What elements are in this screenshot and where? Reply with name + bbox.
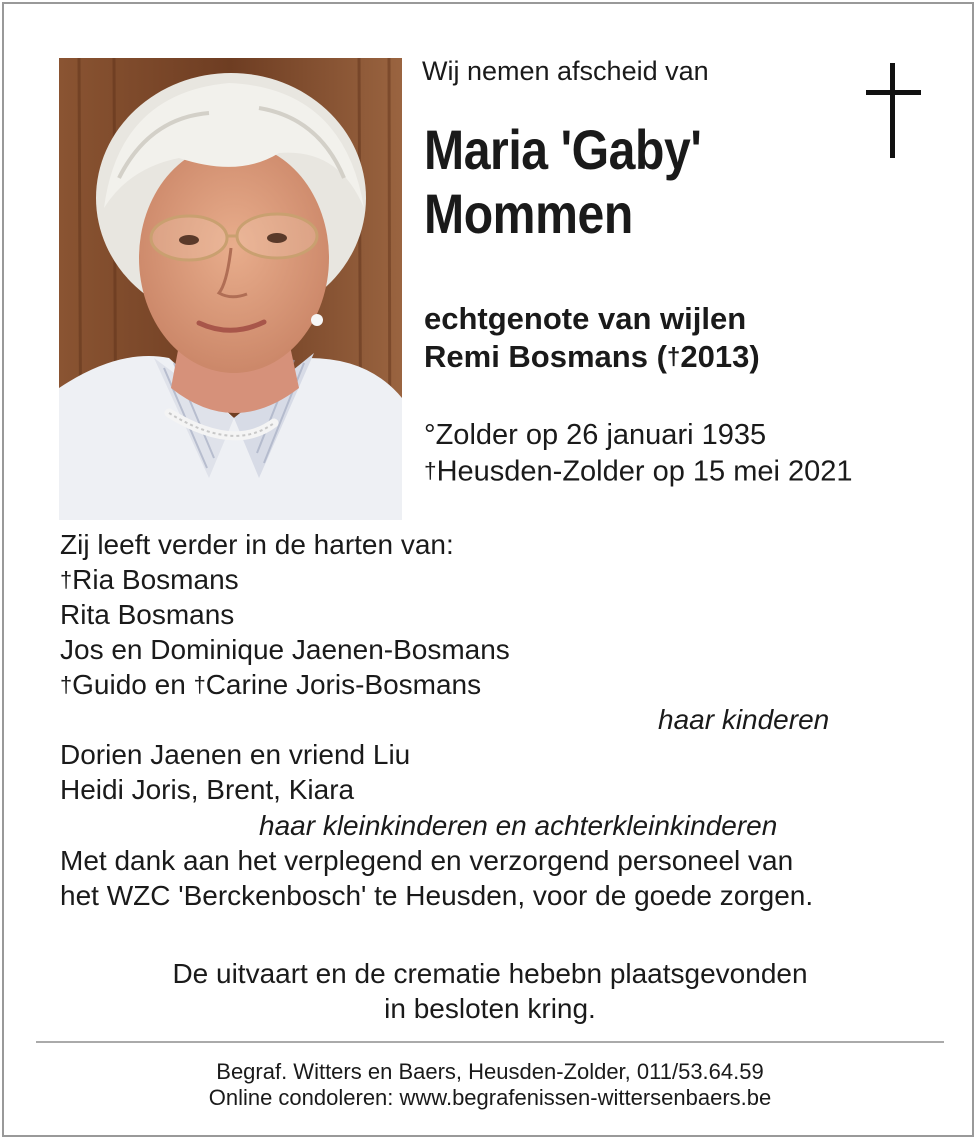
child-line	[60, 597, 234, 633]
survivors-intro: Zij leeft verder in de harten van:	[60, 529, 454, 560]
grandchild-line: Heidi Joris, Brent, Kiara	[60, 774, 355, 805]
child-name: Jos en Dominique Jaenen-Bosmans	[60, 634, 510, 665]
child-line	[60, 632, 510, 668]
child-line	[60, 667, 481, 703]
dagger-icon: †	[666, 343, 681, 371]
funeral-line: De uitvaart en de crematie hebebn plaatsgevonden	[172, 958, 808, 989]
spouse-name-line	[424, 338, 760, 377]
child-name: Ria Bosmans	[72, 564, 239, 596]
child-line	[60, 562, 239, 598]
spouse-relation: echtgenote van wijlen	[424, 301, 747, 336]
cross-icon	[866, 63, 921, 158]
grandchild-line: Dorien Jaenen en vriend Liu	[60, 739, 411, 770]
spouse-name: Remi Bosmans (	[424, 339, 667, 374]
child-name-guido: Guido en	[72, 669, 194, 701]
portrait-photo	[59, 58, 402, 520]
death-text: Heusden-Zolder op 15 mei 2021	[436, 455, 853, 488]
deceased-last-name: Mommen	[424, 182, 633, 245]
online-condolence-info[interactable]: Online condoleren: www.begrafenissen-wittersenbaers.be	[208, 1085, 772, 1110]
dagger-icon: †	[60, 672, 73, 697]
deceased-name	[424, 118, 701, 246]
thanks-line: Met dank aan het verplegend en verzorgend personeel van	[60, 845, 794, 876]
birth-line: °Zolder op 26 januari 1935	[424, 419, 767, 451]
spouse-death-year: 2013)	[680, 339, 760, 374]
child-name-carine: Carine Joris-Bosmans	[205, 669, 482, 701]
dagger-icon: †	[424, 458, 437, 483]
death-line	[424, 453, 853, 489]
thanks-line: het WZC 'Berckenbosch' te Heusden, voor de goede zorgen.	[60, 880, 814, 911]
life-dates	[424, 417, 853, 489]
child-name: Rita Bosmans	[60, 599, 235, 630]
deceased-first-name: Maria 'Gaby'	[424, 118, 702, 181]
dagger-icon: †	[60, 567, 73, 592]
funeral-line: in besloten kring.	[384, 993, 596, 1024]
undertaker-info: Begraf. Witters en Baers, Heusden-Zolder, 011/53.64.59	[216, 1059, 764, 1084]
children-label: haar kinderen	[658, 704, 830, 735]
spouse-info	[424, 300, 760, 377]
intro-text: Wij nemen afscheid van	[422, 56, 709, 86]
dagger-icon: †	[193, 672, 206, 697]
footer-divider	[36, 1041, 944, 1043]
grandchildren-label: haar kleinkinderen en achterkleinkinderen	[259, 810, 778, 841]
